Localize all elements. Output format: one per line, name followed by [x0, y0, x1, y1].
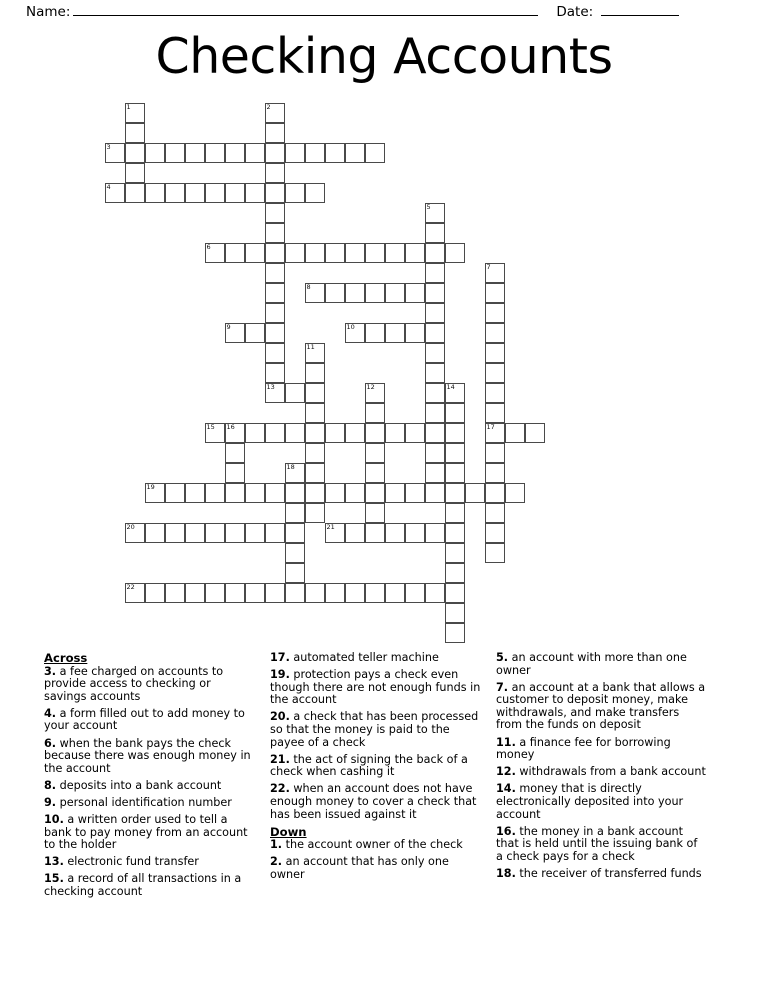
crossword-cell[interactable] — [365, 483, 385, 503]
crossword-cell[interactable] — [405, 583, 425, 603]
crossword-cell[interactable] — [205, 423, 225, 443]
crossword-cell[interactable] — [425, 403, 445, 423]
crossword-clue-number: 16 — [226, 422, 235, 431]
crossword-cell[interactable] — [425, 583, 445, 603]
crossword-cell[interactable] — [445, 603, 465, 623]
crossword-cell[interactable] — [425, 363, 445, 383]
clue-text: protection pays a check even though there are not enough funds in the account — [270, 668, 481, 707]
crossword-cell[interactable] — [445, 423, 465, 443]
crossword-clue-number: 2 — [266, 102, 271, 111]
crossword-cell[interactable] — [425, 443, 445, 463]
crossword-cell[interactable] — [265, 583, 285, 603]
clue-text: withdrawals from a bank account — [515, 765, 706, 779]
crossword-clue-number: 14 — [446, 382, 455, 391]
clue-down-18 — [496, 868, 707, 881]
crossword-cell[interactable] — [125, 583, 145, 603]
clue-number: 5. — [496, 651, 509, 664]
crossword-clue-number: 5 — [426, 202, 431, 211]
clue-text: an account with more than one owner — [496, 651, 687, 677]
crossword-cell[interactable] — [145, 583, 165, 603]
crossword-cell[interactable] — [285, 563, 305, 583]
crossword-cell[interactable] — [425, 283, 445, 303]
crossword-cell[interactable] — [325, 583, 345, 603]
crossword-cell[interactable] — [145, 483, 165, 503]
crossword-cell[interactable] — [145, 183, 165, 203]
clue-text: a fee charged on accounts to provide access to checking or savings accounts — [44, 664, 224, 703]
crossword-cell[interactable] — [445, 623, 465, 643]
crossword-cell[interactable] — [385, 583, 405, 603]
crossword-cell[interactable] — [285, 463, 305, 483]
crossword-clue-number: 17 — [486, 422, 495, 431]
crossword-cell[interactable] — [305, 363, 325, 383]
clue-across-22 — [270, 783, 481, 821]
crossword-cell[interactable] — [345, 243, 365, 263]
crossword-clue-number: 11 — [306, 342, 315, 351]
clue-number: 8. — [44, 778, 57, 792]
clue-across-6 — [44, 738, 255, 776]
crossword-cell[interactable] — [305, 463, 325, 483]
clue-across-10 — [44, 814, 255, 852]
clue-column-1 — [44, 652, 269, 982]
crossword-cell[interactable] — [265, 123, 285, 143]
crossword-cell[interactable] — [465, 483, 485, 503]
clue-text: when the bank pays the check because there was enough money in the account — [44, 736, 251, 775]
clue-text: a finance fee for borrowing money — [496, 735, 671, 762]
crossword-cell[interactable] — [445, 563, 465, 583]
crossword-cell[interactable] — [365, 423, 385, 443]
crossword-cell[interactable] — [225, 463, 245, 483]
crossword-cell[interactable] — [445, 443, 465, 463]
crossword-cell[interactable] — [445, 523, 465, 543]
crossword-cell[interactable] — [405, 243, 425, 263]
clue-number: 14. — [496, 782, 516, 796]
crossword-cell[interactable] — [365, 323, 385, 343]
crossword-cell[interactable] — [225, 423, 245, 443]
crossword-cell[interactable] — [345, 143, 365, 163]
crossword-cell[interactable] — [345, 283, 365, 303]
clue-across-9 — [44, 797, 255, 810]
clue-across-19 — [270, 669, 481, 707]
crossword-cell[interactable] — [225, 183, 245, 203]
clue-text: when an account does not have enough money to cover a check that has been issued against it — [270, 782, 477, 821]
crossword-cell[interactable] — [285, 143, 305, 163]
crossword-cell[interactable] — [485, 543, 505, 563]
clue-number: 12. — [496, 765, 516, 779]
crossword-cell[interactable] — [485, 383, 505, 403]
clue-number: 3. — [44, 664, 57, 678]
clue-number: 2. — [270, 855, 283, 869]
down-heading: Down — [270, 824, 307, 839]
crossword-cell[interactable] — [285, 183, 305, 203]
crossword-cell[interactable] — [425, 303, 445, 323]
crossword-cell[interactable] — [265, 283, 285, 303]
crossword-cell[interactable] — [325, 483, 345, 503]
crossword-cell[interactable] — [265, 163, 285, 183]
clue-number: 13. — [44, 855, 64, 869]
crossword-cell[interactable] — [385, 523, 405, 543]
crossword-cell[interactable] — [365, 143, 385, 163]
clue-down-2 — [270, 856, 481, 881]
crossword-cell[interactable] — [365, 383, 385, 403]
crossword-cell[interactable] — [325, 243, 345, 263]
crossword-cell[interactable] — [245, 183, 265, 203]
clue-down-14 — [496, 783, 707, 821]
clue-number: 7. — [496, 680, 509, 694]
crossword-cell[interactable] — [385, 423, 405, 443]
crossword-cell[interactable] — [165, 523, 185, 543]
clue-number: 19. — [270, 668, 290, 682]
crossword-cell[interactable] — [265, 383, 285, 403]
crossword-cell[interactable] — [485, 503, 505, 523]
crossword-cell[interactable] — [185, 183, 205, 203]
crossword-cell[interactable] — [445, 383, 465, 403]
crossword-clue-number: 13 — [266, 382, 275, 391]
clue-across-17 — [270, 652, 481, 665]
crossword-clue-number: 19 — [146, 482, 155, 491]
clue-column-2 — [270, 652, 495, 982]
crossword-cell[interactable] — [425, 383, 445, 403]
crossword-cell[interactable] — [265, 363, 285, 383]
clue-across-8 — [44, 780, 255, 793]
crossword-cell[interactable] — [205, 183, 225, 203]
crossword-cell[interactable] — [485, 483, 505, 503]
crossword-clue-number: 9 — [226, 322, 231, 331]
crossword-cell[interactable] — [365, 583, 385, 603]
crossword-cell[interactable] — [485, 423, 505, 443]
crossword-cell[interactable] — [265, 103, 285, 123]
crossword-clue-number: 21 — [326, 522, 335, 531]
crossword-cell[interactable] — [205, 523, 225, 543]
crossword-cell[interactable] — [405, 283, 425, 303]
crossword-cell[interactable] — [425, 243, 445, 263]
clue-text: the receiver of transferred funds — [515, 866, 702, 880]
clue-text: the money in a bank account that is held until the issuing bank of a check pays for a check — [496, 824, 698, 863]
crossword-cell[interactable] — [225, 443, 245, 463]
crossword-cell[interactable] — [205, 483, 225, 503]
crossword-cell[interactable] — [245, 323, 265, 343]
crossword-cell[interactable] — [285, 503, 305, 523]
crossword-clue-number: 7 — [486, 262, 491, 271]
crossword-cell[interactable] — [485, 283, 505, 303]
clue-number: 21. — [270, 752, 290, 766]
clue-number: 1. — [270, 838, 283, 852]
crossword-cell[interactable] — [425, 423, 445, 443]
crossword-cell[interactable] — [365, 503, 385, 523]
crossword-cell[interactable] — [225, 483, 245, 503]
clue-across-13 — [44, 856, 255, 869]
crossword-cell[interactable] — [385, 243, 405, 263]
crossword-cell[interactable] — [105, 143, 125, 163]
crossword-cell[interactable] — [145, 523, 165, 543]
clue-text: a check that has been processed so that the money is paid to the payee of a check — [270, 710, 479, 749]
crossword-cell[interactable] — [405, 323, 425, 343]
crossword-cell[interactable] — [265, 343, 285, 363]
crossword-cell[interactable] — [305, 483, 325, 503]
crossword-cell[interactable] — [485, 303, 505, 323]
crossword-cell[interactable] — [205, 583, 225, 603]
crossword-cell[interactable] — [205, 143, 225, 163]
crossword-cell[interactable] — [265, 483, 285, 503]
crossword-cell[interactable] — [285, 383, 305, 403]
crossword-cell[interactable] — [525, 423, 545, 443]
crossword-cell[interactable] — [445, 463, 465, 483]
crossword-clue-number: 10 — [346, 322, 355, 331]
clue-text: a record of all transactions in a checking account — [44, 872, 242, 898]
crossword-cell[interactable] — [305, 343, 325, 363]
crossword-cell[interactable] — [245, 523, 265, 543]
crossword-clue-number: 3 — [106, 142, 111, 151]
clue-number: 20. — [270, 710, 290, 724]
crossword-cell[interactable] — [485, 403, 505, 423]
clue-text: electronic fund transfer — [63, 855, 199, 869]
clue-number: 18. — [496, 866, 516, 880]
crossword-cell[interactable] — [305, 583, 325, 603]
clue-across-21 — [270, 754, 481, 779]
crossword-cell[interactable] — [485, 523, 505, 543]
crossword-cell[interactable] — [365, 443, 385, 463]
crossword-cell[interactable] — [305, 383, 325, 403]
crossword-cell[interactable] — [265, 323, 285, 343]
crossword-cell[interactable] — [225, 583, 245, 603]
crossword-clue-number: 22 — [126, 582, 135, 591]
clue-number: 22. — [270, 782, 290, 796]
crossword-cell[interactable] — [185, 523, 205, 543]
crossword-cell[interactable] — [445, 403, 465, 423]
clue-number: 11. — [496, 735, 516, 749]
clue-text: a form filled out to add money to your account — [44, 706, 245, 733]
name-label: Name: — [26, 4, 71, 20]
crossword-cell[interactable] — [425, 483, 445, 503]
crossword-clue-number: 8 — [306, 282, 311, 291]
crossword-cell[interactable] — [265, 243, 285, 263]
clue-number: 4. — [44, 706, 57, 720]
clue-number: 10. — [44, 813, 64, 827]
crossword-cell[interactable] — [125, 183, 145, 203]
crossword-cell[interactable] — [285, 243, 305, 263]
crossword-cell[interactable] — [405, 523, 425, 543]
crossword-cell[interactable] — [105, 183, 125, 203]
crossword-cell[interactable] — [345, 523, 365, 543]
crossword-clue-number: 18 — [286, 462, 295, 471]
crossword-cell[interactable] — [325, 423, 345, 443]
clue-column-3 — [496, 652, 721, 982]
crossword-cell[interactable] — [305, 423, 325, 443]
crossword-clue-number: 20 — [126, 522, 135, 531]
crossword-cell[interactable] — [425, 263, 445, 283]
clue-text: personal identification number — [56, 795, 232, 809]
crossword-cell[interactable] — [425, 463, 445, 483]
crossword-cell[interactable] — [245, 423, 265, 443]
crossword-cell[interactable] — [165, 183, 185, 203]
clue-text: deposits into a bank account — [56, 778, 222, 792]
clue-text: a written order used to tell a bank to pay money from an account to the holder — [44, 813, 248, 852]
crossword-clue-number: 15 — [206, 422, 215, 431]
crossword-cell[interactable] — [265, 203, 285, 223]
crossword-cell[interactable] — [245, 583, 265, 603]
crossword-cell[interactable] — [185, 143, 205, 163]
crossword-cell[interactable] — [485, 463, 505, 483]
crossword-cell[interactable] — [405, 483, 425, 503]
crossword-cell[interactable] — [225, 243, 245, 263]
crossword-cell[interactable] — [345, 583, 365, 603]
crossword-cell[interactable] — [265, 263, 285, 283]
crossword-cell[interactable] — [225, 143, 245, 163]
clue-number: 17. — [270, 651, 290, 664]
date-label: Date: — [556, 4, 594, 20]
crossword-cell[interactable] — [385, 283, 405, 303]
crossword-cell[interactable] — [425, 223, 445, 243]
crossword-clue-number: 6 — [206, 242, 211, 251]
clue-across-3 — [44, 666, 255, 704]
crossword-cell[interactable] — [485, 323, 505, 343]
crossword-cell[interactable] — [305, 403, 325, 423]
crossword-cell[interactable] — [305, 283, 325, 303]
crossword-cell[interactable] — [425, 323, 445, 343]
crossword-cell[interactable] — [265, 303, 285, 323]
crossword-cell[interactable] — [305, 143, 325, 163]
crossword-cell[interactable] — [125, 143, 145, 163]
clue-text: money that is directly electronically deposited into your account — [496, 782, 684, 821]
crossword-cell[interactable] — [505, 423, 525, 443]
crossword-cell[interactable] — [285, 583, 305, 603]
crossword-cell[interactable] — [305, 503, 325, 523]
crossword-cell[interactable] — [165, 483, 185, 503]
crossword-cell[interactable] — [265, 523, 285, 543]
crossword-cell[interactable] — [325, 283, 345, 303]
clue-across-4 — [44, 708, 255, 733]
crossword-cell[interactable] — [345, 423, 365, 443]
crossword-cell[interactable] — [265, 423, 285, 443]
crossword-cell[interactable] — [285, 543, 305, 563]
clue-number: 9. — [44, 795, 57, 809]
crossword-cell[interactable] — [425, 203, 445, 223]
clue-text: the act of signing the back of a check when cashing it — [270, 752, 468, 779]
crossword-cell[interactable] — [445, 503, 465, 523]
clue-text: an account that has only one owner — [270, 855, 449, 881]
clue-across-15 — [44, 873, 255, 898]
crossword-cell[interactable] — [445, 583, 465, 603]
clue-down-12 — [496, 766, 707, 779]
crossword-cell[interactable] — [365, 463, 385, 483]
crossword-cell[interactable] — [205, 243, 225, 263]
crossword-cell[interactable] — [365, 403, 385, 423]
crossword-clue-number: 4 — [106, 182, 111, 191]
crossword-cell[interactable] — [445, 483, 465, 503]
crossword-cell[interactable] — [225, 323, 245, 343]
crossword-cell[interactable] — [305, 243, 325, 263]
clue-number: 6. — [44, 736, 57, 750]
crossword-cell[interactable] — [185, 483, 205, 503]
crossword-clue-number: 12 — [366, 382, 375, 391]
clue-down-1 — [270, 839, 481, 852]
crossword-cell[interactable] — [505, 483, 525, 503]
across-heading: Across — [44, 651, 88, 665]
crossword-cell[interactable] — [305, 443, 325, 463]
crossword-cell[interactable] — [225, 523, 245, 543]
clue-text: an account at a bank that allows a customer to deposit money, make withdrawals, and make transfers from the funds on deposit — [496, 680, 706, 732]
crossword-cell[interactable] — [125, 123, 145, 143]
clue-down-16 — [496, 826, 707, 864]
crossword-cell[interactable] — [265, 223, 285, 243]
crossword-cell[interactable] — [165, 143, 185, 163]
crossword-cell[interactable] — [285, 423, 305, 443]
crossword-cell[interactable] — [345, 323, 365, 343]
crossword-cell[interactable] — [445, 543, 465, 563]
crossword-cell[interactable] — [485, 343, 505, 363]
clue-number: 16. — [496, 824, 516, 838]
clue-across-20 — [270, 711, 481, 749]
crossword-cell[interactable] — [165, 583, 185, 603]
crossword-cell[interactable] — [425, 343, 445, 363]
crossword-cell[interactable] — [245, 483, 265, 503]
crossword-cell[interactable] — [125, 523, 145, 543]
clue-down-5 — [496, 652, 707, 677]
crossword-cell[interactable] — [345, 483, 365, 503]
crossword-cell[interactable] — [485, 263, 505, 283]
clue-text: the account owner of the check — [282, 838, 463, 852]
clue-down-11 — [496, 737, 707, 762]
crossword-cell[interactable] — [485, 443, 505, 463]
crossword-cell[interactable] — [285, 483, 305, 503]
crossword-cell[interactable] — [245, 243, 265, 263]
crossword-cell[interactable] — [305, 183, 325, 203]
crossword-cell[interactable] — [245, 143, 265, 163]
crossword-cell[interactable] — [405, 423, 425, 443]
crossword-cell[interactable] — [185, 583, 205, 603]
clue-section — [0, 652, 768, 982]
clue-text: automated teller machine — [289, 651, 439, 664]
crossword-clue-number: 1 — [126, 102, 131, 111]
clue-number: 15. — [44, 872, 64, 886]
crossword-cell[interactable] — [425, 523, 445, 543]
crossword-cell[interactable] — [365, 283, 385, 303]
crossword-cell[interactable] — [125, 163, 145, 183]
crossword-cell[interactable] — [285, 523, 305, 543]
clue-down-7 — [496, 682, 707, 732]
crossword-cell[interactable] — [445, 243, 465, 263]
crossword-cell[interactable] — [365, 243, 385, 263]
crossword-cell[interactable] — [365, 523, 385, 543]
crossword-cell[interactable] — [265, 183, 285, 203]
crossword-cell[interactable] — [385, 323, 405, 343]
crossword-cell[interactable] — [145, 143, 165, 163]
crossword-cell[interactable] — [325, 523, 345, 543]
crossword-cell[interactable] — [265, 143, 285, 163]
crossword-cell[interactable] — [385, 483, 405, 503]
page-title: Checking Accounts — [155, 28, 613, 85]
crossword-cell[interactable] — [325, 143, 345, 163]
crossword-cell[interactable] — [485, 363, 505, 383]
crossword-cell[interactable] — [125, 103, 145, 123]
